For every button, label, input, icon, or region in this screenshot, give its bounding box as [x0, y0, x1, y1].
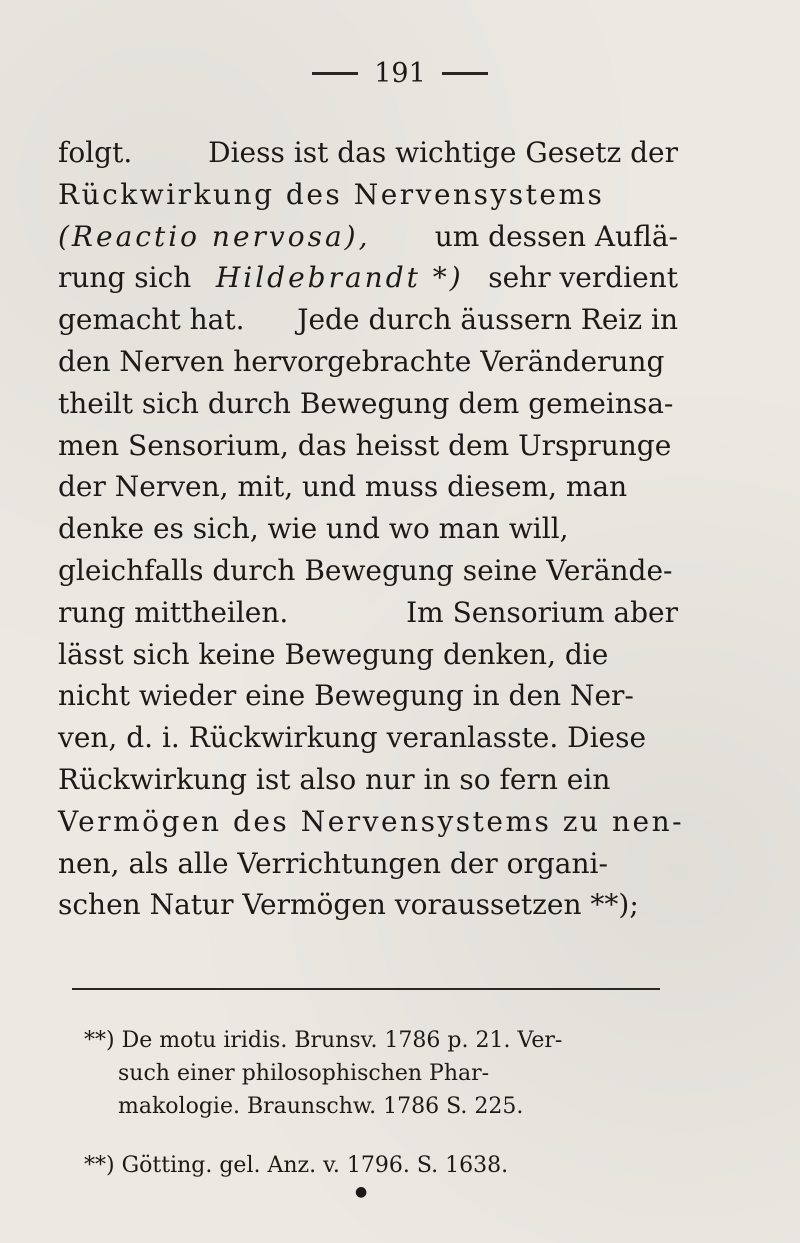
text-line: folgt. Diess ist das wichtige Gesetz der — [58, 136, 678, 169]
text-line: den Nerven hervorgebrachte Veränderung — [58, 344, 665, 378]
text-line: ven, d. i. Rückwirkung veranlasste. Diese — [58, 721, 647, 755]
text-line: schen Natur Vermögen voraussetzen **); — [58, 888, 639, 922]
page-header — [0, 58, 800, 89]
text-line: lässt sich keine Bewegung denken, die — [58, 637, 609, 671]
text-line: nen, als alle Verrichtungen der organi- — [58, 846, 608, 880]
text-line: gleichfalls durch Bewegung seine Verände- — [58, 553, 673, 587]
page-number: 191 — [374, 58, 426, 89]
text-line: rung mittheilen. Im Sensorium aber — [58, 595, 678, 629]
text-line: men Sensorium, das heisst dem Ursprunge — [58, 428, 672, 462]
footnote-line: **) Götting. gel. Anz. v. 1796. S. 1638. — [84, 1153, 509, 1178]
header-dash-right — [442, 72, 488, 75]
body-text — [58, 132, 685, 926]
header-dash-left — [312, 72, 358, 75]
text-line: (Reactio nervosa), um dessen Auflä- — [58, 219, 678, 253]
footnote-rule — [72, 988, 660, 990]
text-line: Rückwirkung ist also nur in so fern ein — [58, 762, 611, 796]
text-line: denke es sich, wie und wo man will, — [58, 512, 569, 546]
text-line: nicht wieder eine Bewegung in den Ner- — [58, 679, 634, 713]
text-line: gemacht hat. Jede durch äussern Reiz in — [58, 303, 678, 337]
footnote-line: makologie. Braunschw. 1786 S. 225. — [118, 1094, 524, 1119]
footnotes — [84, 1024, 678, 1182]
text-line: der Nerven, mit, und muss diesem, man — [58, 470, 628, 504]
text-line: Rückwirkung des Nervensystems — [58, 177, 605, 211]
footnote-line: such einer philosophischen Phar- — [118, 1061, 490, 1086]
printer-mark-icon: ● — [355, 1184, 368, 1200]
text-line: Vermögen des Nervensystems zu nen- — [58, 804, 685, 838]
text-line: theilt sich durch Bewegung dem gemeinsa- — [58, 386, 674, 420]
footnote-line: **) De motu iridis. Brunsv. 1786 p. 21. Ver- — [84, 1028, 563, 1053]
text-line: rung sich Hildebrandt *) sehr verdient — [58, 261, 678, 295]
